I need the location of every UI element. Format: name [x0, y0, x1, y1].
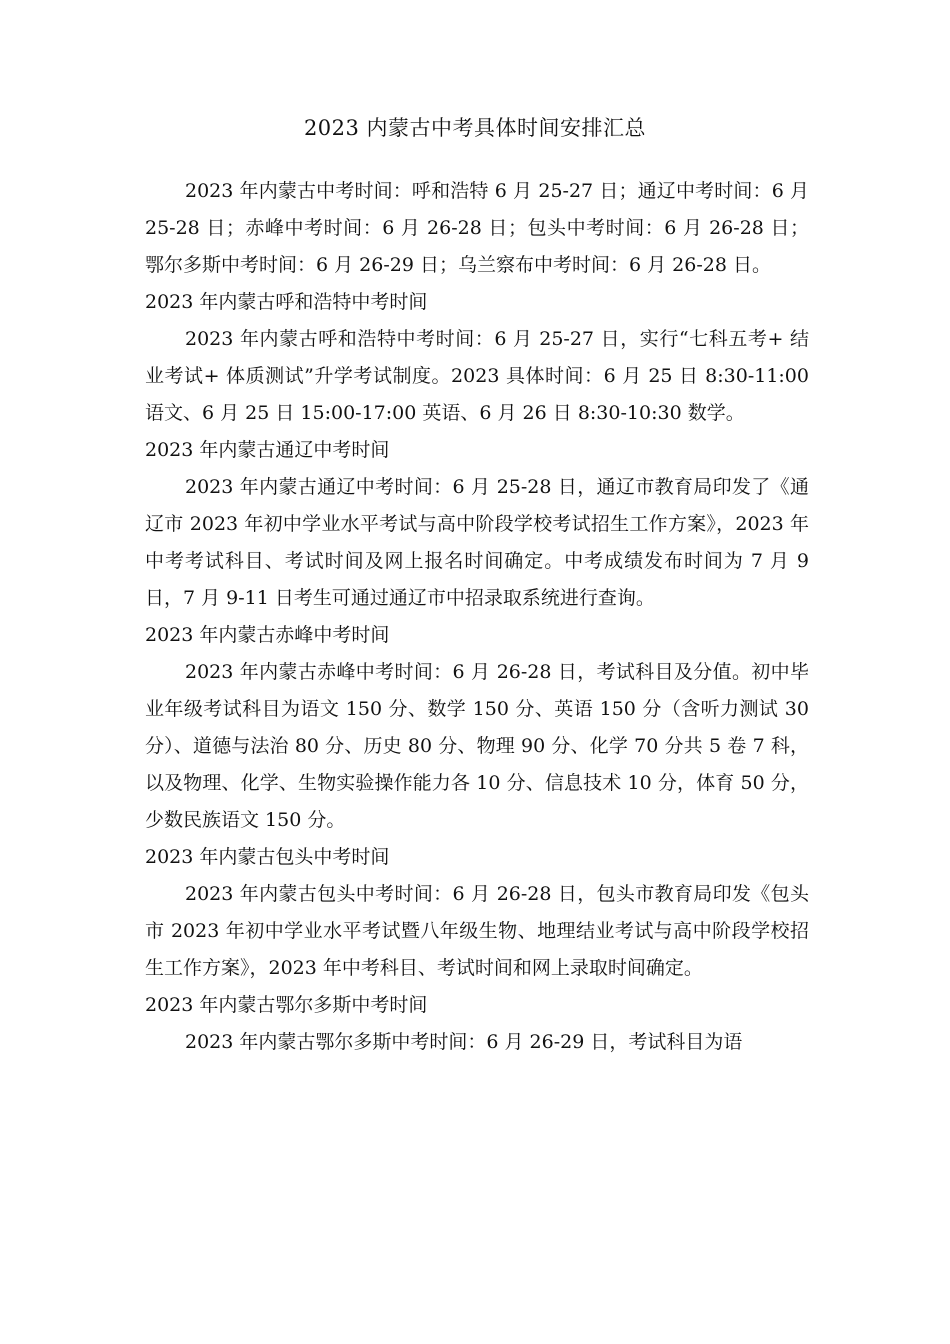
section-text-ordos: 2023 年内蒙古鄂尔多斯中考时间：6 月 26-29 日，考试科目为语 [185, 1031, 743, 1053]
document-body [145, 173, 809, 1061]
section-text-chifeng: 2023 年内蒙古赤峰中考时间：6 月 26-28 日，考试科目及分值。初中毕业年级考试科目为语文 150 分、数学 150 分、英语 150 分（含听力测试 30 分）、道德与法治 80 分、历史 80 分、物理 90 分、化学 70 分共 5 卷 7 科，以及物理、化学、生物实验操作能力各 10 分、信息技术 10 分，体育 50 分，少数民族语文 150 分。 [145, 661, 809, 831]
section-heading-hohhot: 2023 年内蒙古呼和浩特中考时间 [145, 291, 428, 313]
section-heading-tongliao: 2023 年内蒙古通辽中考时间 [145, 439, 390, 461]
section-heading-ordos: 2023 年内蒙古鄂尔多斯中考时间 [145, 994, 428, 1016]
intro-paragraph: 2023 年内蒙古中考时间：呼和浩特 6 月 25-27 日；通辽中考时间：6 月 25-28 日；赤峰中考时间：6 月 26-28 日；包头中考时间：6 月 26-28 日；鄂尔多斯中考时间：6 月 26-29 日；乌兰察布中考时间：6 月 26-28 日。 [145, 180, 809, 276]
document-title: 2023 内蒙古中考具体时间安排汇总 [303, 116, 647, 140]
section-text-hohhot: 2023 年内蒙古呼和浩特中考时间：6 月 25-27 日，实行“七科五考+ 结业考试+ 体质测试”升学考试制度。2023 具体时间：6 月 25 日 8:30-11:00 语文、6 月 25 日 15:00-17:00 英语、6 月 26 日 8:30-10:30 数学。 [145, 328, 809, 424]
section-heading-chifeng: 2023 年内蒙古赤峰中考时间 [145, 624, 390, 646]
section-text-tongliao: 2023 年内蒙古通辽中考时间：6 月 25-28 日，通辽市教育局印发了《通辽市 2023 年初中学业水平考试与高中阶段学校考试招生工作方案》，2023 年中考考试科目、考试时间及网上报名时间确定。中考成绩发布时间为 7 月 9 日，7 月 9-11 日考生可通过通辽市中招录取系统进行查询。 [145, 476, 809, 609]
section-text-baotou: 2023 年内蒙古包头中考时间：6 月 26-28 日，包头市教育局印发《包头市 2023 年初中学业水平考试暨八年级生物、地理结业考试与高中阶段学校招生工作方案》，2023 年中考科目、考试时间和网上录取时间确定。 [145, 883, 809, 979]
section-heading-baotou: 2023 年内蒙古包头中考时间 [145, 846, 390, 868]
